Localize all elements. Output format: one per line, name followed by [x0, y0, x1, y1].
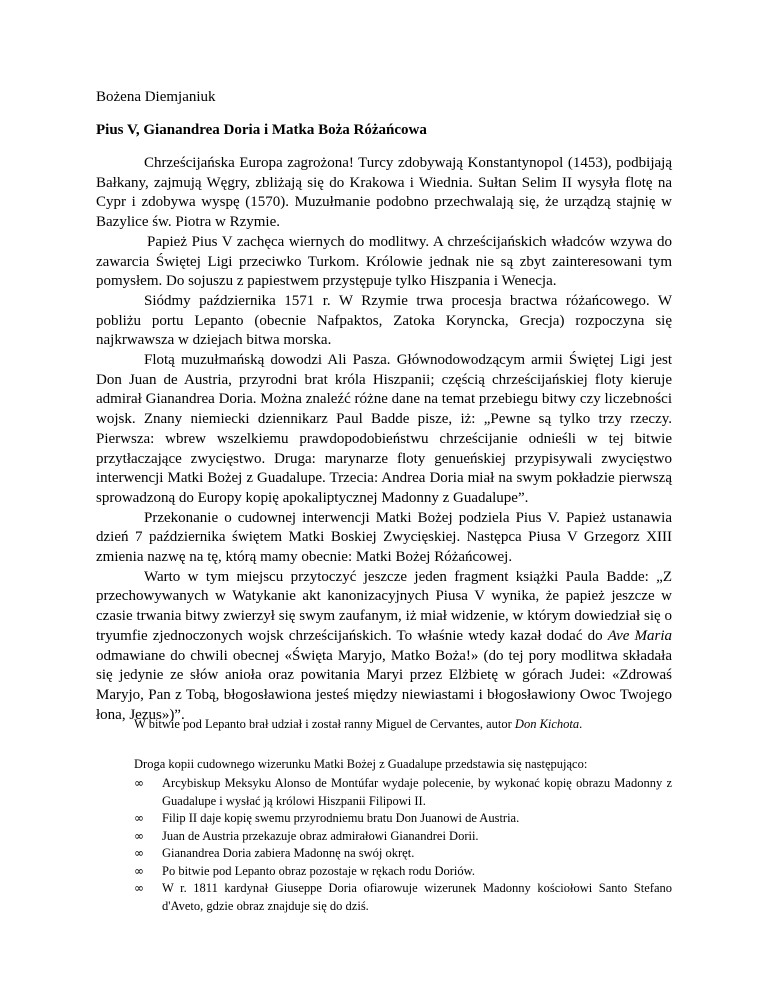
- list-item-text: Filip II daje kopię swemu przyrodniemu bratu Don Juanowi de Austria.: [162, 811, 520, 825]
- list-item-text: Po bitwie pod Lepanto obraz pozostaje w rękach rodu Doriów.: [162, 863, 475, 878]
- infinity-bullet-icon: ∞: [134, 776, 144, 790]
- paragraph: Przekonanie o cudownej interwencji Matki Bożej podziela Pius V. Papież ustanawia dzień 7 października świętem Matki Boskiej Zwycięskiej. Następca Piusa V Grzegorz XIII zmienia nazwę na tę, którą mamy obecnie: Matki Bożej Różańcowej.: [96, 509, 672, 566]
- infinity-bullet-icon: ∞: [134, 881, 144, 895]
- list-item: [134, 863, 672, 881]
- list-item-text: W r. 1811 kardynał Giuseppe Doria ofiarowuje wizerunek Madonny kościołowi Santo Stefano d'Aveto, gdzie obraz znajduje się do dziś.: [162, 881, 672, 913]
- list-item: [134, 775, 672, 810]
- book-title-italic: Don Kichota: [514, 717, 580, 731]
- list-item: [134, 828, 672, 846]
- note-text: W bitwie pod Lepanto brał udział i został ranny Miguel de Cervantes, autor: [134, 717, 515, 731]
- infinity-bullet-icon: ∞: [134, 846, 144, 860]
- list-item-text: Gianandrea Doria zabiera Madonnę na swój okręt.: [162, 846, 415, 860]
- copy-route-list: [134, 775, 672, 915]
- list-item-text: Arcybiskup Meksyku Alonso de Montúfar wydaje polecenie, by wykonać kopię obrazu Madonny z Guadalupe i wysłać ją królowi Hiszpanii Filipowi II.: [162, 776, 672, 808]
- list-item-text: Juan de Austria przekazuje obraz admirałowi Gianandrei Dorii.: [162, 828, 479, 843]
- paragraph: Papież Pius V zachęca wiernych do modlitwy. A chrześcijańskich władców wzywa do zawarcia Świętej Ligi przeciwko Turkom. Królowie jednak nie są zbyt zainteresowani tym pomysłem. Do sojuszu z papiestwem przystępuje tylko Hiszpania i Wenecja.: [96, 233, 672, 290]
- article-title: Pius V, Gianandrea Doria i Matka Boża Różańcowa: [96, 122, 427, 138]
- paragraph-text: odmawiane do chwili obecnej «Święta Maryjo, Matko Boża!» (do tej pory modlitwa składała się jedynie ze słów anioła oraz powitania Maryi przez Elżbietę w górach Judei: «Zdrowaś Maryjo, Pan z Tobą, błogosławiona jesteś między niewiastami i błogosławiony Owoc Twojego łona, Jezus»)”.: [96, 647, 672, 723]
- paragraph: Flotą muzułmańską dowodzi Ali Pasza. Głównodowodzącym armii Świętej Ligi jest Don Juan de Austria, przyrodni brat króla Hiszpanii; częścią chrześcijańskiej floty kieruje admirał Gianandrea Doria. Można znaleźć różne dane na temat przebiegu bitwy czy liczebności wojsk. Znany niemiecki dziennikarz Paul Badde pisze, iż: „Pewne są tylko trzy rzeczy. Pierwsza: wbrew wszelkiemu prawdopodobieństwu chrześcijanie odnieśli w tej bitwie przytłaczające zwycięstwo. Druga: marynarze floty genueńskiej przypisywali zwycięstwo interwencji Matki Bożej z Guadalupe. Trzecia: Andrea Doria miał na swym pokładzie pierwszą sprowadzoną do Europy kopię apokaliptycznej Madonny z Guadalupe”.: [96, 352, 672, 506]
- paragraph: Chrześcijańska Europa zagrożona! Turcy zdobywają Konstantynopol (1453), podbijają Bałkany, zajmują Węgry, zbliżają się do Krakowa i Wiednia. Sułtan Selim II wysyła flotę na Cypr i zdobywa wyspę (1570). Muzułmanie podobno przechwalają się, że urządzą stajnię w Bazylice św. Piotra w Rzymie.: [96, 155, 672, 231]
- list-intro: Droga kopii cudownego wizerunku Matki Bożej z Guadalupe przedstawia się następująco:: [134, 757, 588, 771]
- author-name: Bożena Diemjaniuk: [96, 89, 216, 105]
- ave-maria-italic: Ave Maria: [607, 627, 672, 644]
- paragraph: Siódmy października 1571 r. W Rzymie trwa procesja bractwa różańcowego. W pobliżu portu Lepanto (obecnie Nafpaktos, Zatoka Koryncka, Grecja) rozpoczyna się najkrwawsza w dziejach bitwa morska.: [96, 292, 672, 349]
- infinity-bullet-icon: ∞: [134, 863, 144, 878]
- paragraph: [96, 568, 672, 726]
- infinity-bullet-icon: ∞: [134, 811, 144, 825]
- article-body: [96, 154, 672, 725]
- paragraph-text: Warto w tym miejscu przytoczyć jeszcze jeden fragment książki Paula Badde: „Z przechowywanych w Watykanie akt kanonizacyjnych Piusa V wynika, że papież jeszcze w czasie trwania bitwy zwierzył się swym zaufanym, iż miał widzenie, w którym dowiedział się o tryumfie zjednoczonych wojsk chrześcijańskich. To właśnie wtedy kazał dodać do: [96, 568, 672, 644]
- list-item: [134, 810, 672, 828]
- infinity-bullet-icon: ∞: [134, 828, 144, 843]
- list-item: [134, 845, 672, 863]
- list-item: [134, 880, 672, 915]
- cervantes-note: [134, 716, 672, 734]
- note-text: .: [579, 717, 583, 731]
